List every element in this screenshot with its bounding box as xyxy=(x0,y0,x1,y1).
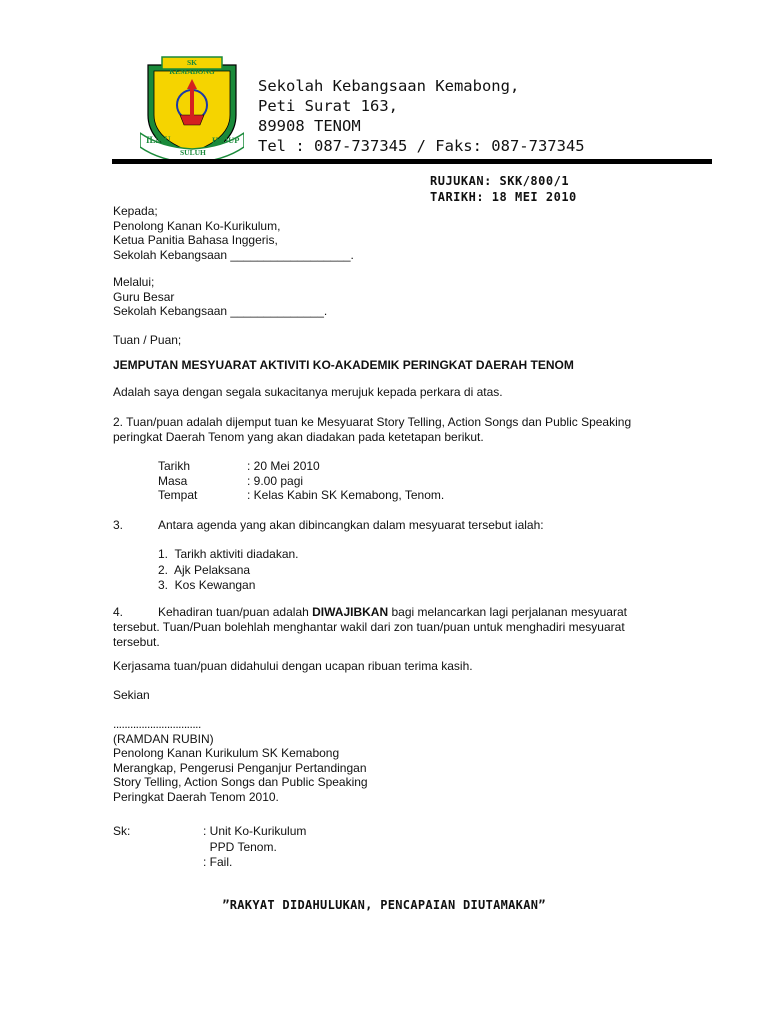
paragraph-4-rest xyxy=(113,620,625,649)
recipient-block xyxy=(113,204,354,262)
school-logo xyxy=(140,55,244,165)
header-divider xyxy=(112,159,712,164)
paragraph-4-line: tersebut. xyxy=(113,634,160,649)
detail-value: : 20 Mei 2010 xyxy=(247,459,320,473)
paragraph-2-line: peringkat Daerah Tenom yang akan diadakan pada ketetapan berikut. xyxy=(113,429,484,444)
agenda-item: 3. Kos Kewangan xyxy=(158,578,256,592)
subject-line: JEMPUTAN MESYUARAT AKTIVITI KO-AKADEMIK PERINGKAT DAERAH TENOM xyxy=(113,358,574,372)
cc-label: Sk: xyxy=(113,824,131,838)
signature-dots: ............................... xyxy=(113,717,201,731)
paragraph-5: Kerjasama tuan/puan didahului dengan ucapan ribuan terima kasih. xyxy=(113,659,473,673)
logo-motto-2: SULUH xyxy=(180,148,206,157)
agenda-list xyxy=(158,547,299,594)
salutation: Tuan / Puan; xyxy=(113,333,182,347)
recipient-line: Penolong Kanan Ko-Kurikulum, xyxy=(113,218,281,233)
agenda-item: 2. Ajk Pelaksana xyxy=(158,562,251,577)
signatory-name: (RAMDAN RUBIN) xyxy=(113,731,214,746)
cc-list xyxy=(203,824,306,871)
recipient-line: Ketua Panitia Bahasa Inggeris, xyxy=(113,233,278,247)
detail-label: Tempat xyxy=(158,488,198,502)
detail-label: Tarikh xyxy=(158,459,191,473)
letterhead-address xyxy=(258,76,585,156)
signatory-title: Story Telling, Action Songs dan Public Speaking xyxy=(113,775,368,789)
paragraph-3-number: 3. xyxy=(113,518,124,532)
paragraph-4-line: tersebut. Tuan/Puan bolehlah menghantar wakil dari zon tuan/puan untuk menghadiri mesyuarat xyxy=(113,620,625,634)
paragraph-2-line: 2. Tuan/puan adalah dijemput tuan ke Mesyuarat Story Telling, Action Songs dan Public Speaking xyxy=(113,415,632,429)
cc-item: PPD Tenom. xyxy=(203,839,277,854)
detail-value: : Kelas Kabin SK Kemabong, Tenom. xyxy=(247,488,445,502)
recipient-line: Sekolah Kebangsaan __________________. xyxy=(113,247,354,262)
recipient-line: Kepada; xyxy=(113,204,158,218)
signatory-title: Penolong Kanan Kurikulum SK Kemabong xyxy=(113,746,340,760)
footer-motto: ”RAKYAT DIDAHULUKAN, PENCAPAIAN DIUTAMAKAN” xyxy=(222,898,546,912)
logo-motto-1: ILMU xyxy=(146,135,171,145)
cc-item: : Fail. xyxy=(203,855,233,869)
address-line-2: 89908 TENOM xyxy=(258,117,361,135)
meeting-details xyxy=(158,459,445,503)
closing: Sekian xyxy=(113,688,150,702)
detail-row xyxy=(158,473,304,489)
paragraph-4-number: 4. xyxy=(113,605,124,619)
logo-banner-text: SK KEMABONG xyxy=(169,58,215,76)
logo-motto-3: HIDUP xyxy=(212,135,240,145)
paragraph-4-text: Kehadiran tuan/puan adalah xyxy=(158,605,313,619)
paragraph-1: Adalah saya dengan segala sukacitanya merujuk kepada perkara di atas. xyxy=(113,385,503,399)
paragraph-3-text: Antara agenda yang akan dibincangkan dalam mesyuarat tersebut ialah: xyxy=(158,518,544,532)
rujukan: RUJUKAN: SKK/800/1 xyxy=(430,174,570,188)
detail-row xyxy=(158,488,445,503)
via-line: Guru Besar xyxy=(113,289,175,304)
paragraph-4-text: bagi melancarkan lagi perjalanan mesyuarat xyxy=(388,605,627,619)
via-line: Sekolah Kebangsaan ______________. xyxy=(113,304,328,318)
paragraph-4-emphasis: DIWAJIBKAN xyxy=(312,605,389,619)
reference-block xyxy=(430,173,577,205)
address-line-1: Peti Surat 163, xyxy=(258,97,398,115)
contact-line: Tel : 087-737345 / Faks: 087-737345 xyxy=(258,137,585,155)
signatory-title: Peringkat Daerah Tenom 2010. xyxy=(113,789,279,804)
signature-block xyxy=(113,717,368,804)
agenda-item: 1. Tarikh aktiviti diadakan. xyxy=(158,547,299,561)
cc-item: : Unit Ko-Kurikulum xyxy=(203,824,307,838)
detail-row xyxy=(158,459,320,474)
detail-value: : 9.00 pagi xyxy=(247,473,304,488)
tarikh-surat: TARIKH: 18 MEI 2010 xyxy=(430,190,577,204)
school-name: Sekolah Kebangsaan Kemabong, xyxy=(258,77,520,95)
via-line: Melalui; xyxy=(113,275,155,289)
signatory-title: Merangkap, Pengerusi Penganjur Pertandingan xyxy=(113,760,367,775)
via-block xyxy=(113,275,327,319)
detail-label: Masa xyxy=(158,473,188,488)
paragraph-4-line-1 xyxy=(158,605,627,620)
paragraph-2 xyxy=(113,415,631,444)
